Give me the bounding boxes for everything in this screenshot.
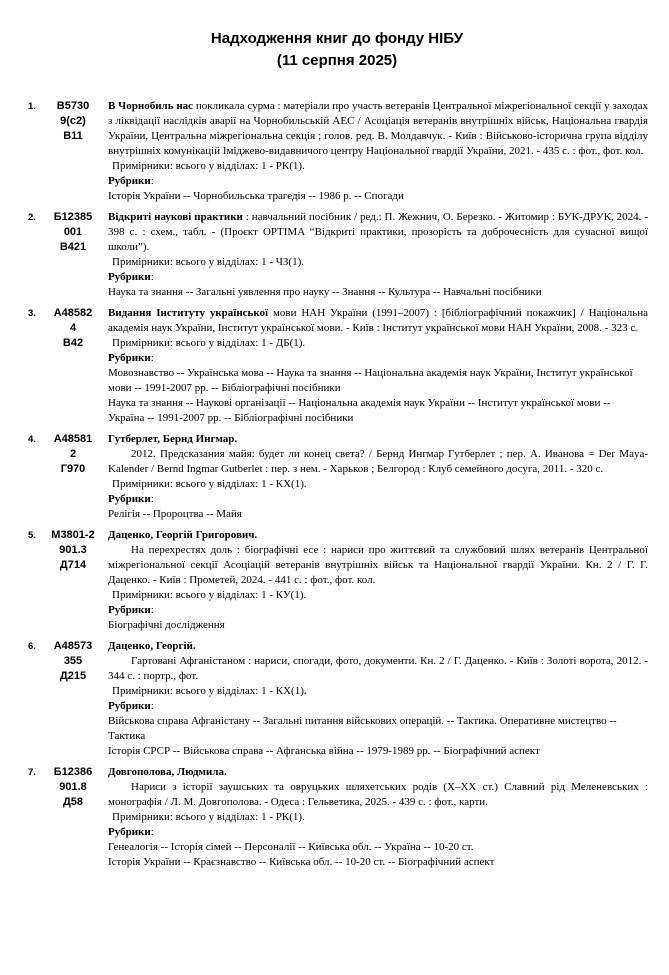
catalog-entry xyxy=(26,306,648,426)
call-number-line: В11 xyxy=(63,130,83,142)
entry-content xyxy=(108,639,648,759)
page-title-line2: (11 серпня 2025) xyxy=(276,52,398,69)
bib-text: Гартовані Афганістаном : нариси, спогади, фото, документи. Кн. 2 / Г. Даценко. - Київ : Золоті ворота, 2012. - 344 с. : портр., фот. xyxy=(108,655,648,682)
call-number-line: 901.8 xyxy=(59,781,87,793)
rubrics-heading xyxy=(108,351,648,366)
page-title xyxy=(26,28,648,72)
rubrics-colon: : xyxy=(150,175,154,187)
rubrics-colon: : xyxy=(150,271,154,283)
call-number-line: Д714 xyxy=(59,559,87,571)
call-number-line: А48581 xyxy=(53,433,93,445)
bib-text: покликала сурма : матеріали про участь ветеранів Центральної міжрегіональної секції у заходах з ліквідації наслідків аварії на Чорнобильській АЕС / Асоціація ветеранів внутрішніх військ, Національна гвардія України, Центральна міжрегіональна секція ; голов. ред. В. Молдавчук. - Київ : Військово-історична група відділу внутрішніх комунікацій Іміджево-видавничого центру Національної гвардії України, 2021. - 435 с. : фот., фот. кол. xyxy=(108,100,648,157)
rubric-line: Історія України -- Краєзнавство -- Київська обл. -- 10-20 ст. -- Біографічний аспект xyxy=(108,856,495,868)
entry-content xyxy=(108,210,648,300)
catalog-entry xyxy=(26,432,648,522)
bib-text: Нариси з історії заушських та овруцьких шляхетських родів (X–XX ст.) Славний рід Меленевських : монографія / Л. М. Довгополова. - Одеса : Гельветика, 2025. - 439 с. : фот., карти. xyxy=(108,781,648,808)
rubrics-heading xyxy=(108,270,648,285)
copies-line: Примірники: всього у відділах: 1 - ЧЗ(1). xyxy=(112,256,305,268)
entry-number: 5. xyxy=(28,530,36,541)
call-number-line: М3801-2 xyxy=(51,529,95,541)
entry-number: 7. xyxy=(28,767,36,778)
rubrics-label: Рубрики xyxy=(108,700,151,712)
call-number-line: 2 xyxy=(69,448,77,460)
copies-line: Примірники: всього у відділах: 1 - КХ(1). xyxy=(112,478,307,490)
copies-line: Примірники: всього у відділах: 1 - РК(1). xyxy=(112,160,305,172)
rubrics-colon: : xyxy=(150,604,154,616)
call-number xyxy=(48,210,108,300)
catalog-entry xyxy=(26,639,648,759)
call-number-line: 355 xyxy=(63,655,83,667)
bib-author: Довгополова, Людмила. xyxy=(108,766,227,778)
rubric-line: Релігія -- Пророцтва -- Майя xyxy=(108,508,242,520)
call-number-line: Б12386 xyxy=(53,766,93,778)
bib-text: На перехрестях доль : біографічні есе : нариси про життєвий та службовий шлях ветеранів Центральної міжрегіональної секції Асоціацій ветеранів внутрішніх військ та Національної гвардії України. Кн. 2 / Г. Г. Даценко. - Київ : Прометей, 2024. - 441 с. : фот., фот. кол. xyxy=(108,544,648,586)
call-number-line: В42 xyxy=(62,337,84,349)
call-number-line: Д58 xyxy=(62,796,84,808)
bib-author: Даценко, Георгій. xyxy=(108,640,196,652)
call-number xyxy=(48,432,108,522)
call-number xyxy=(48,528,108,633)
rubrics-heading xyxy=(108,174,648,189)
call-number-line: Б12385 xyxy=(53,211,93,223)
rubrics-heading xyxy=(108,825,648,840)
rubrics-label: Рубрики xyxy=(108,271,151,283)
call-number-line: В421 xyxy=(59,241,87,253)
rubric-line: Мовознавство -- Українська мова -- Наука та знання -- Національна академія наук України, Інститут української мови -- 1991-2007 рр. -- Бібліографічні посібники xyxy=(108,367,633,394)
catalog-entry xyxy=(26,99,648,204)
rubric-line: Біографічні дослідження xyxy=(108,619,225,631)
page-title-line1: Надходження книг до фонду НІБУ xyxy=(210,30,464,47)
bib-author: Гутберлет, Бернд Ингмар. xyxy=(108,433,238,445)
entry-content xyxy=(108,99,648,204)
entry-number: 3. xyxy=(28,308,36,319)
rubrics-label: Рубрики xyxy=(108,493,151,505)
call-number xyxy=(48,639,108,759)
bib-description xyxy=(108,306,648,336)
call-number xyxy=(48,99,108,204)
bib-description xyxy=(108,432,648,477)
rubrics-label: Рубрики xyxy=(108,604,151,616)
copies-line: Примірники: всього у відділах: 1 - РК(1). xyxy=(112,811,305,823)
call-number-line: 001 xyxy=(63,226,83,238)
entry-number: 1. xyxy=(28,101,36,112)
bib-description xyxy=(108,639,648,684)
bib-description xyxy=(108,528,648,588)
rubrics-label: Рубрики xyxy=(108,352,151,364)
entry-number: 2. xyxy=(28,212,36,223)
catalog-entry xyxy=(26,528,648,633)
bib-description xyxy=(108,765,648,810)
call-number xyxy=(48,765,108,870)
rubrics-colon: : xyxy=(150,493,154,505)
rubric-line: Військова справа Афганістану -- Загальні питання військових операцій. -- Тактика. Оперативне мистецтво -- Тактика xyxy=(108,715,617,742)
rubrics-label: Рубрики xyxy=(108,826,151,838)
rubrics-heading xyxy=(108,699,648,714)
rubrics-heading xyxy=(108,603,648,618)
call-number-line: А48573 xyxy=(53,640,93,652)
call-number-line: Г970 xyxy=(60,463,86,475)
call-number-line: Д215 xyxy=(59,670,87,682)
call-number-line: 4 xyxy=(69,322,77,334)
copies-line: Примірники: всього у відділах: 1 - КУ(1). xyxy=(112,589,307,601)
rubrics-colon: : xyxy=(150,700,154,712)
call-number-line: А48582 xyxy=(53,307,93,319)
call-number-line: 9(с2) xyxy=(60,115,86,127)
bib-description xyxy=(108,99,648,159)
entry-number: 6. xyxy=(28,641,36,652)
rubrics-colon: : xyxy=(150,826,154,838)
call-number-line: 901.3 xyxy=(59,544,87,556)
copies-line: Примірники: всього у відділах: 1 - КХ(1). xyxy=(112,685,307,697)
rubrics-heading xyxy=(108,492,648,507)
entry-content xyxy=(108,528,648,633)
copies-line: Примірники: всього у відділах: 1 - ДБ(1). xyxy=(112,337,306,349)
rubric-line: Генеалогія -- Історія сімей -- Персоналії -- Київська обл. -- Україна -- 10-20 ст. xyxy=(108,841,474,853)
entry-content xyxy=(108,432,648,522)
catalog-entry xyxy=(26,210,648,300)
bib-text: мови НАН України (1991–2007) : [бібліографічний покажчик] / Національна академія наук України, Інститут української мови. - Київ : Інститут української мови НАН України, 2008. - 323 с. xyxy=(108,307,648,334)
rubrics-colon: : xyxy=(150,352,154,364)
rubrics-label: Рубрики xyxy=(108,175,151,187)
bib-title: В Чорнобиль нас xyxy=(108,100,194,112)
rubric-line: Наука та знання -- Загальні уявлення про науку -- Знання -- Культура -- Навчальні посібники xyxy=(108,286,542,298)
bib-text: : навчальний посібник / ред.: П. Жежнич, О. Березко. - Житомир : БУК-ДРУК, 2024. - 398 с. : схем., табл. - (Проєкт OPTIMA “Відкриті практики, прозорість та доброчесність для сучасної вищої школи”). xyxy=(108,211,648,253)
catalog-entry xyxy=(26,765,648,870)
bib-title: Відкриті наукові практики xyxy=(108,211,243,223)
bib-description xyxy=(108,210,648,255)
catalog-list xyxy=(26,99,648,870)
entry-number: 4. xyxy=(28,434,36,445)
bib-title: Видання Інституту української xyxy=(108,307,269,319)
rubric-line: Історія України -- Чорнобильська трагедія -- 1986 р. -- Спогади xyxy=(108,190,404,202)
entry-content xyxy=(108,306,648,426)
bib-author: Даценко, Георгій Григорович. xyxy=(108,529,258,541)
call-number xyxy=(48,306,108,426)
call-number-line: В5730 xyxy=(56,100,90,112)
entry-content xyxy=(108,765,648,870)
rubric-line: Історія СРСР -- Військова справа -- Афганська війна -- 1979-1989 рр. -- Біографічний аспект xyxy=(108,745,540,757)
bib-text: 2012. Предсказания майя: будет ли конец света? / Бернд Ингмар Гутберлет ; пер. А. Иванова = Der Maya-Kalender / Bernd Ingmar Gutberlet : пер. з нем. - Харьков ; Белгород : Клуб семейного досуга, 2011. - 320 с. xyxy=(108,448,648,475)
rubric-line: Наука та знання -- Наукові організації -- Національна академія наук України -- Інститут української мови -- Україна -- 1991-2007 рр. -- Бібліографічні посібники xyxy=(108,397,611,424)
